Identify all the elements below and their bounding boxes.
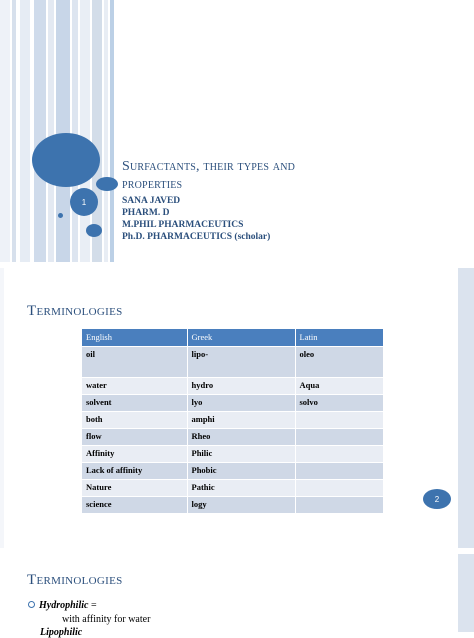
table-cell: solvent	[82, 394, 187, 411]
table-row	[82, 377, 384, 394]
terminology-table	[82, 329, 384, 513]
table-cell: Pathic	[187, 479, 295, 496]
author-degree: M.PHIL PHARMACEUTICS	[122, 220, 244, 230]
slide-body	[4, 268, 458, 548]
table-row	[82, 428, 384, 445]
decorative-stripe	[20, 0, 30, 262]
table-cell: science	[82, 496, 187, 513]
table-cell	[295, 462, 384, 479]
table-cell	[295, 445, 384, 462]
table-row	[82, 394, 384, 411]
decorative-circle	[96, 177, 118, 191]
column-header: English	[82, 329, 187, 346]
decorative-stripe	[110, 0, 114, 262]
table-cell: lipo-	[187, 346, 295, 377]
table-cell	[295, 496, 384, 513]
table-cell: oleo	[295, 346, 384, 377]
title-slide	[0, 0, 474, 262]
slide-title-line: properties	[122, 177, 183, 192]
table-cell: amphi	[187, 411, 295, 428]
table-cell	[295, 411, 384, 428]
table-row	[82, 346, 384, 377]
table-cell: Philic	[187, 445, 295, 462]
table-cell: Rheo	[187, 428, 295, 445]
table-header-row	[82, 329, 384, 346]
table-row	[82, 479, 384, 496]
slide-heading: Terminologies	[27, 572, 123, 588]
decorative-stripe	[56, 0, 70, 262]
table-cell	[295, 428, 384, 445]
decorative-stripe	[80, 0, 90, 262]
table-row	[82, 496, 384, 513]
table-cell: Aqua	[295, 377, 384, 394]
decorative-circle	[32, 133, 100, 187]
table-row	[82, 411, 384, 428]
term-partial: Lipophilic	[40, 627, 83, 638]
table-cell	[295, 479, 384, 496]
list-item	[28, 600, 97, 611]
table-cell: lyo	[187, 394, 295, 411]
slide-title	[122, 158, 462, 194]
table-cell: Nature	[82, 479, 187, 496]
decorative-stripe	[72, 0, 78, 262]
slide-title-line: Surfactants, their types and	[122, 159, 296, 174]
decorative-circle	[58, 213, 63, 218]
decorative-circle	[86, 224, 102, 237]
table-cell: hydro	[187, 377, 295, 394]
slide-number: 2	[423, 489, 451, 509]
terminologies-slide-2	[0, 554, 474, 638]
table-cell: oil	[82, 346, 187, 377]
term-suffix: =	[88, 600, 97, 611]
decorative-stripe	[92, 0, 102, 262]
decorative-band	[458, 554, 474, 632]
slide-heading: Terminologies	[27, 303, 123, 319]
table-cell: water	[82, 377, 187, 394]
decorative-stripe	[34, 0, 46, 262]
table-cell: logy	[187, 496, 295, 513]
column-header: Latin	[295, 329, 384, 346]
author-degree: PHARM. D	[122, 208, 170, 218]
decorative-stripe	[0, 0, 10, 262]
decorative-stripe	[48, 0, 54, 262]
table-cell: flow	[82, 428, 187, 445]
decorative-stripe	[104, 0, 108, 262]
terminologies-slide	[0, 268, 474, 548]
table-cell: Affinity	[82, 445, 187, 462]
author-degree: Ph.D. PHARMACEUTICS (scholar)	[122, 232, 271, 242]
table-row	[82, 462, 384, 479]
term: Hydrophilic	[39, 600, 89, 611]
decorative-stripe	[12, 0, 16, 262]
slide-number: 1	[70, 188, 98, 216]
table-cell: Lack of affinity	[82, 462, 187, 479]
decorative-band	[458, 268, 474, 548]
term-definition: with affinity for water	[62, 614, 151, 625]
slide-subtitle	[122, 195, 270, 243]
table-cell: both	[82, 411, 187, 428]
table-cell: solvo	[295, 394, 384, 411]
table-cell: Phobic	[187, 462, 295, 479]
bullet-circle-icon	[28, 601, 35, 608]
column-header: Greek	[187, 329, 295, 346]
table-row	[82, 445, 384, 462]
author-name: SANA JAVED	[122, 196, 181, 206]
